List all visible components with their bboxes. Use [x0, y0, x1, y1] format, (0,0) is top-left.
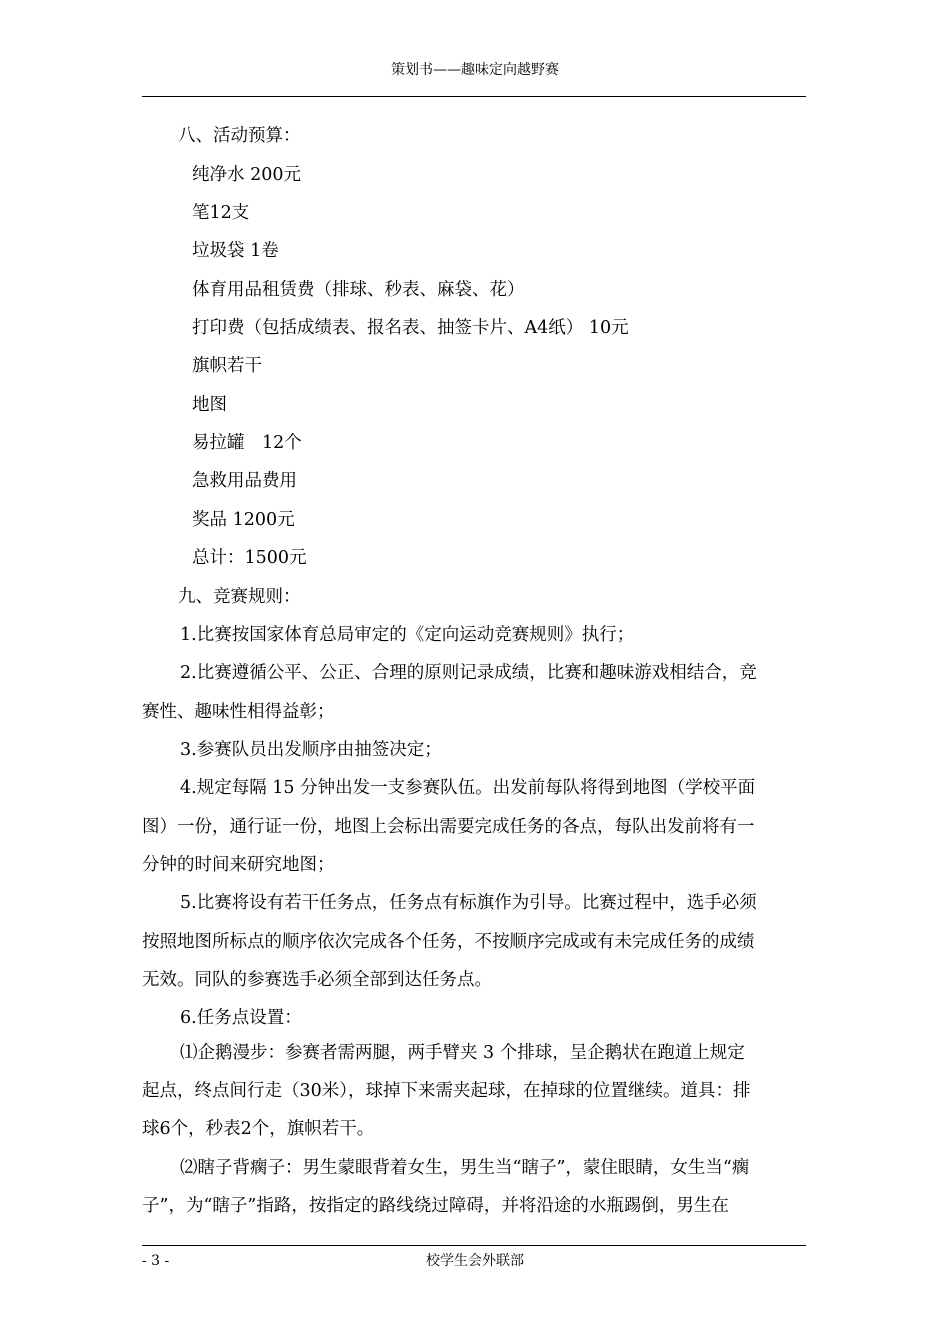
task-2-line-2: 子”，为“瞎子”指路，按指定的路线绕过障碍，并将沿途的水瓶踢倒，男生在: [142, 1196, 729, 1216]
rule-2-line-2: 赛性、趣味性相得益彰；: [142, 702, 335, 722]
page-header-title: 策划书——趣味定向越野赛: [391, 62, 559, 78]
budget-item-trash-bags: 垃圾袋 1卷: [192, 241, 279, 261]
budget-item-printing: 打印费（包括成绩表、报名表、抽签卡片、A4纸） 10元: [192, 318, 629, 338]
budget-item-map: 地图: [192, 395, 227, 415]
budget-total: 总计：1500元: [192, 548, 307, 568]
task-2-line-1: ⑵瞎子背瘸子：男生蒙眼背着女生，男生当“瞎子”，蒙住眼睛，女生当“瘸: [180, 1158, 750, 1178]
rule-4-line-1: 4.规定每隔 15 分钟出发一支参赛队伍。出发前每队将得到地图（学校平面: [180, 778, 756, 798]
rule-3: 3.参赛队员出发顺序由抽签决定；: [180, 740, 442, 760]
budget-item-cans: 易拉罐 12个: [192, 433, 302, 453]
page-number: - 3 -: [142, 1253, 170, 1269]
budget-item-pens: 笔12支: [192, 203, 250, 223]
rules-heading: 九、竞赛规则：: [178, 587, 301, 607]
footer-organization: 校学生会外联部: [426, 1253, 524, 1269]
task-1-line-2: 起点，终点间行走（30米），球掉下来需夹起球，在掉球的位置继续。道具：排: [142, 1081, 751, 1101]
rule-5-line-2: 按照地图所标点的顺序依次完成各个任务，不按顺序完成或有未完成任务的成绩: [142, 932, 755, 952]
task-1-line-3: 球6个，秒表2个，旗帜若干。: [142, 1119, 375, 1139]
task-1-line-1: ⑴企鹅漫步：参赛者需两腿，两手臂夹 3 个排球，呈企鹅状在跑道上规定: [180, 1043, 745, 1063]
rule-6-heading: 6.任务点设置：: [180, 1008, 302, 1028]
rule-5-line-3: 无效。同队的参赛选手必须全部到达任务点。: [142, 970, 492, 990]
footer-divider: [142, 1245, 806, 1246]
rule-5-line-1: 5.比赛将设有若干任务点，任务点有标旗作为引导。比赛过程中，选手必须: [180, 893, 757, 913]
budget-item-water: 纯净水 200元: [192, 165, 301, 185]
budget-item-sports-rental: 体育用品租赁费（排球、秒表、麻袋、花）: [192, 280, 525, 300]
rule-1: 1.比赛按国家体育总局审定的《定向运动竞赛规则》执行；: [180, 625, 635, 645]
budget-item-flags: 旗帜若干: [192, 356, 262, 376]
budget-item-first-aid: 急救用品费用: [192, 471, 297, 491]
budget-item-prizes: 奖品 1200元: [192, 510, 295, 530]
rule-2-line-1: 2.比赛遵循公平、公正、合理的原则记录成绩，比赛和趣味游戏相结合，竞: [180, 663, 757, 683]
header-divider: [142, 96, 806, 97]
rule-4-line-2: 图）一份，通行证一份，地图上会标出需要完成任务的各点，每队出发前将有一: [142, 817, 755, 837]
budget-heading: 八、活动预算：: [178, 126, 301, 146]
rule-4-line-3: 分钟的时间来研究地图；: [142, 855, 335, 875]
